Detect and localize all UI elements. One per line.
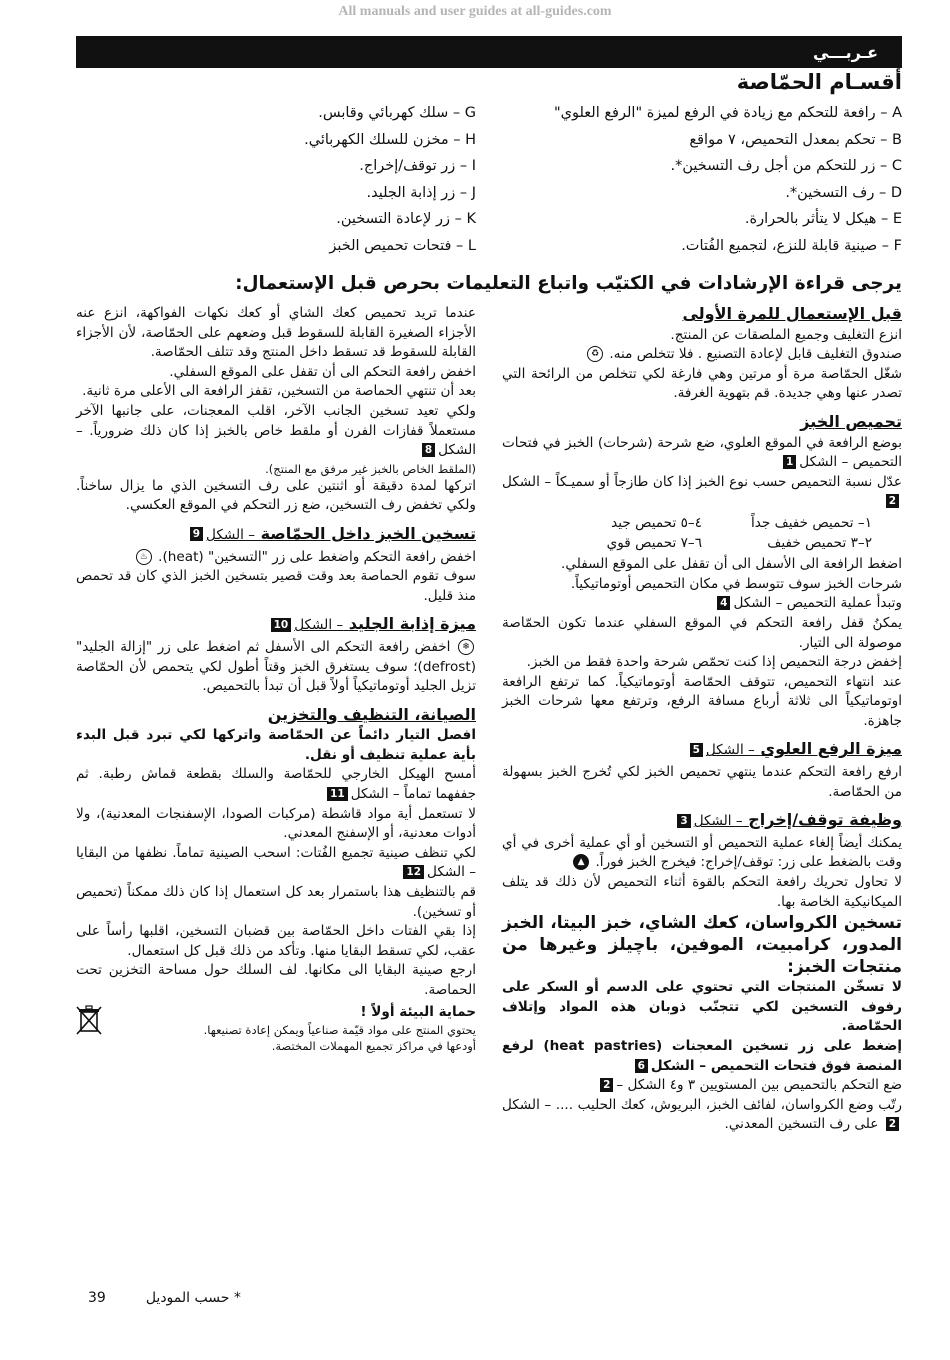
figure-ref: 3	[677, 814, 690, 828]
part-item: F – صينية قابلة للنزع، لتجميع الفُتات.	[681, 237, 902, 254]
paragraph: لا تستعمل أية مواد قاشطة (مركبات الصودا، الإسفنجات المعدنية)، ولا أدوات معدنية، أو الإسفنج المعدني.	[76, 805, 476, 842]
heading-text: ميزة الرفع العلوي	[760, 739, 902, 759]
note: (الملقط الخاص بالخبز غير مرفق مع المنتج).	[265, 461, 476, 476]
paragraph: اضغط الرافعة الى الأسفل الى أن تقفل على الموقع السفلي.	[561, 556, 902, 573]
paragraph: قم بالتنظيف هذا باستمرار بعد كل استعمال إذا كان ذلك ممكناً (تحميص أو تسخين).	[76, 884, 476, 920]
heading-defrost	[76, 614, 476, 636]
text: عدّل نسبة التحميص حسب نوع الخبز إذا كان طازجاً أو سميـكاً – الشكل	[502, 473, 902, 490]
warning-paragraph: افصل التيار دائماً عن الحمّاصة واتركها لكي تبرد قبل البدء بأية عملية تنظيف أو نقل.	[76, 727, 476, 763]
text: بوضع الرافعة في الموقع العلوي، ضع شرحة (شرحات) الخبز في فتحات التحميص – الشكل	[502, 434, 902, 471]
text: ولكي تعيد تسخين الجانب الآخر، اقلب المعجنات، على جانبها الآخر مستعملاً قفازات الفرن أو ملقط خاص بالخبز إذا كان ذلك ضرورياً. – الشكل	[76, 402, 476, 459]
paragraph: إخفض درجة التحميص إذا كنت تحمّص شرحة واحدة فقط من الخبز.	[526, 654, 902, 671]
figure-ref: 5	[690, 743, 703, 757]
paragraph	[502, 434, 902, 473]
part-item: J – زر إذابة الجليد.	[366, 184, 476, 201]
page-number: 39	[88, 1290, 106, 1306]
part-item: I – زر توقف/إخراج.	[359, 158, 476, 174]
part-item: A – رافعة للتحكم مع زيادة في الرفع لميزة "الرفع العلوي"	[553, 105, 902, 121]
figure-label: – الشكل	[294, 617, 344, 634]
figure-label: – الشكل	[705, 742, 755, 759]
right-column	[502, 304, 902, 1135]
figure-ref: 8	[422, 443, 435, 457]
left-column	[76, 304, 476, 1054]
paragraph	[76, 844, 476, 883]
footnote: * حسب الموديل	[145, 1290, 241, 1306]
environment-note	[76, 1003, 476, 1055]
browning-levels	[532, 514, 872, 553]
figure-ref: 6	[635, 1059, 648, 1073]
paragraph: شغّل الحمّاصة مرة أو مرتين وهي فارغة لكي تتخلص من الرائحة التي تصدر عنها وهي جديدة. قم بتهوية الغرفة.	[502, 365, 902, 402]
figure-ref: 10	[271, 618, 292, 632]
text: رتّب وضع الكرواسان، لفائف الخبز، البريوش، كعك الحليب .... – الشكل	[502, 1096, 902, 1113]
heading-pastry: تسخين الكرواسان، كعك الشاي، خبز البيتا، الخبز المدور، كرامبيت، الموفين، باچيلز وغيرها من منتجات الخبز:	[502, 913, 902, 978]
figure-label: – الشكل	[693, 813, 743, 830]
text: اخفض رافعة التحكم واضغط على زر "التسخين" (heat).	[158, 548, 476, 565]
level-item: ١– تحميص خفيف جداً	[750, 514, 872, 531]
heat-button-icon: ♨	[136, 549, 152, 565]
text: ضع التحكم بالتحميص بين المستويين ٣ و٤ الشكل –	[616, 1077, 902, 1094]
paragraph	[502, 1076, 902, 1096]
paragraph: يمكنُ قفل رافعة التحكم في الموقع السفلي عندما تكون الحمّاصة موصولة الى التيار.	[502, 614, 902, 651]
text: أمسح الهيكل الخارجي للحمّاصة والسلك بقطعة قماش رطبة. ثم جففهما تماماً – الشكل	[76, 766, 476, 803]
level-item: ٤–٥ تحميص جيد	[611, 514, 702, 531]
figure-ref: 2	[600, 1078, 613, 1092]
level-item: ٦–٧ تحميص قوي	[606, 534, 702, 551]
figure-label: – الشكل	[206, 526, 256, 543]
paragraph: إذا بقي الفتات داخل الحمّاصة بين قضبان التسخين، اقلبها رأساً على عقب، لكي تسقط البقايا منها. وتأكد من ذلك قبل كل استعمال.	[76, 923, 476, 959]
language-bar	[76, 36, 902, 68]
paragraph	[502, 594, 902, 614]
heading-toasting: تحميص الخبز	[800, 411, 902, 431]
parts-list-right	[472, 100, 902, 259]
figure-ref: 2	[886, 1117, 899, 1131]
paragraph	[76, 402, 476, 461]
figure-ref: 12	[403, 865, 424, 879]
paragraph	[502, 1037, 902, 1076]
stop-button-icon: ▲	[573, 854, 589, 870]
warning-paragraph: لا تسخّن المنتجات التي تحتوي على الدسم أو السكر على رفوف التسخين لكي تتجنّب ذوبان هذه المواد وإتلاف الحمّاصة.	[502, 979, 902, 1035]
paragraph: سوف تقوم الحماصة بعد وقت قصير بتسخين الخبز الذي كان قد تحمص منذ قليل.	[76, 568, 476, 604]
heading-cleaning: الصيانة، التنظيف والتخزين	[267, 704, 476, 724]
heading-text: وظيفة توقف/إخراج	[748, 810, 902, 830]
heading-text: ميزة إذابة الجليد	[348, 614, 476, 634]
parts-list-left	[76, 100, 476, 259]
text: صندوق التغليف قابل لإعادة التصنيع . فلا تتخلص منه.	[609, 346, 902, 363]
part-item: H – مخزن للسلك الكهربائي.	[304, 131, 476, 148]
paragraph	[502, 1096, 902, 1135]
paragraph: اخفض رافعة التحكم الى أن تقفل على الموقع السفلي.	[169, 363, 476, 380]
part-item: G – سلك كهربائي وقابس.	[318, 105, 476, 121]
paragraph: ارجع صينية البقايا الى مكانها. لف السلك حول مساحة التخزين تحت الحماصة.	[76, 962, 476, 998]
footer	[88, 1290, 241, 1306]
figure-ref: 9	[190, 527, 203, 541]
figure-ref: 1	[783, 455, 796, 469]
text: لكي تنظف صينية تجميع الفُتات: اسحب الصينية تماماً. نظفها من البقايا – الشكل	[76, 844, 476, 881]
environment-title: حماية البيئة أولاً !	[360, 1003, 476, 1020]
text: اخفض رافعة التحكم الى الأسفل ثم اضغط على زر "إزالة الجليد" (defrost)؛ سوف يستغرق الخبز وقتاً أطول لكي يتحمص لأن الحمّاصة تزيل الجليد أوتوماتيكياً أولاً قبل أن تبدأ بالتحميص.	[76, 638, 476, 695]
heading-lift	[502, 739, 902, 761]
part-item: K – زر لإعادة التسخين.	[336, 211, 476, 227]
heading-stop	[502, 810, 902, 832]
text: إضغط على زر تسخين المعجنات (heat pastries) لرفع المنصة فوق فتحات التحميص – الشكل	[502, 1038, 902, 1074]
paragraph: انزع التغليف وجميع الملصقات عن المنتج.	[670, 326, 902, 343]
paragraph: بعد أن تنتهي الحماصة من التسخين، تقفز الرافعة الى الأعلى مرة ثانية.	[82, 383, 476, 400]
part-item: D – رف التسخين*.	[785, 184, 902, 201]
text: وتبدأ عملية التحميص – الشكل	[733, 595, 902, 612]
paragraph: عندما تريد تحميص كعك الشاي أو كعك نكهات الفواكهة، انزع عنه الأجزاء الصغيرة القابلة للسقوط قبل وضعهم على الحمّاصة، لأن الأجزاء القابلة للسقوط قد تسقط داخل المنتج وقد تتلف الحمّاصة.	[76, 305, 476, 361]
language-label: عـربـــي	[813, 42, 878, 62]
page-title: أقسـام الحمّاصة	[736, 70, 902, 94]
paragraph	[502, 345, 902, 365]
paragraph	[502, 473, 902, 512]
snowflake-icon: ❄	[458, 639, 474, 655]
paragraph: يحتوي المنتج على مواد قيّمة صناعياً ويمكن إعادة تصنيعها.	[203, 1023, 476, 1038]
paragraph: لا تحاول تحريك رافعة التحكم بالقوة أثناء التحميص لأن ذلك قد يتلف الميكانيكية الخاصة بها.	[502, 874, 902, 910]
paragraph: اتركها لمدة دقيقة أو اثنتين على رف التسخين الذي ما يزال ساخناً. ولكي تخفض رف التسخين، ضع زر التحكم في الموقع العكسي.	[76, 477, 476, 514]
crossed-bin-icon	[76, 1005, 102, 1035]
paragraph: شرحات الخبز سوف تتوسط في مكان التحميص أوتوماتيكياً.	[570, 575, 902, 592]
figure-ref: 2	[886, 494, 899, 508]
figure-ref: 11	[327, 787, 348, 801]
figure-ref: 4	[717, 596, 730, 610]
recycle-icon: ♻	[587, 346, 603, 362]
part-item: L – فتحات تحميص الخبز	[329, 237, 476, 254]
heading-first-use: قبل الإستعمال للمرة الأولى	[682, 304, 902, 323]
level-item: ٢–٣ تحميص خفيف	[767, 534, 872, 551]
part-item: E – هيكل لا يتأثر بالحرارة.	[744, 211, 902, 227]
heading-text: تسخين الخبز داخل الحمّاصة	[260, 523, 476, 543]
text: يمكنك أيضاً إلغاء عملية التحميص أو التسخين أو أي عملية أخرى في أي وقت بالضغط على زر: توقف/إخراج: فيخرج الخبز فوراً.	[502, 834, 902, 871]
paragraph	[76, 765, 476, 804]
heading-reheat	[76, 524, 476, 546]
paragraph	[502, 834, 902, 873]
part-item: C – زر للتحكم من أجل رف التسخين*.	[670, 158, 902, 174]
watermark: All manuals and user guides at all-guides.com	[338, 4, 612, 19]
paragraph: ارفع رافعة التحكم عندما ينتهي تحميص الخبز لكي تُخرج الخبز بسهولة من الحمّاصة.	[502, 764, 902, 800]
paragraph	[76, 638, 476, 697]
part-item: B – تحكم بمعدل التحميص، ٧ مواقع	[689, 131, 902, 148]
paragraph	[76, 548, 476, 568]
paragraph: عند انتهاء التحميص، تتوقف الحمّاصة أوتوماتيكياً. كما ترتفع الرافعة اوتوماتيكياً الى ثلاثة أرباع مسافة الرفع، وترتفع معها شرحات الخبز جاهزة.	[502, 673, 902, 729]
paragraph: أودعها في مراكز تجميع المهملات المختصة.	[271, 1039, 476, 1054]
instructions-banner: يرجى قراءة الإرشادات في الكتيّب واتباع التعليمات بحرص قبل الإستعمال:	[235, 273, 902, 294]
text: على رف التسخين المعدني.	[724, 1116, 879, 1133]
